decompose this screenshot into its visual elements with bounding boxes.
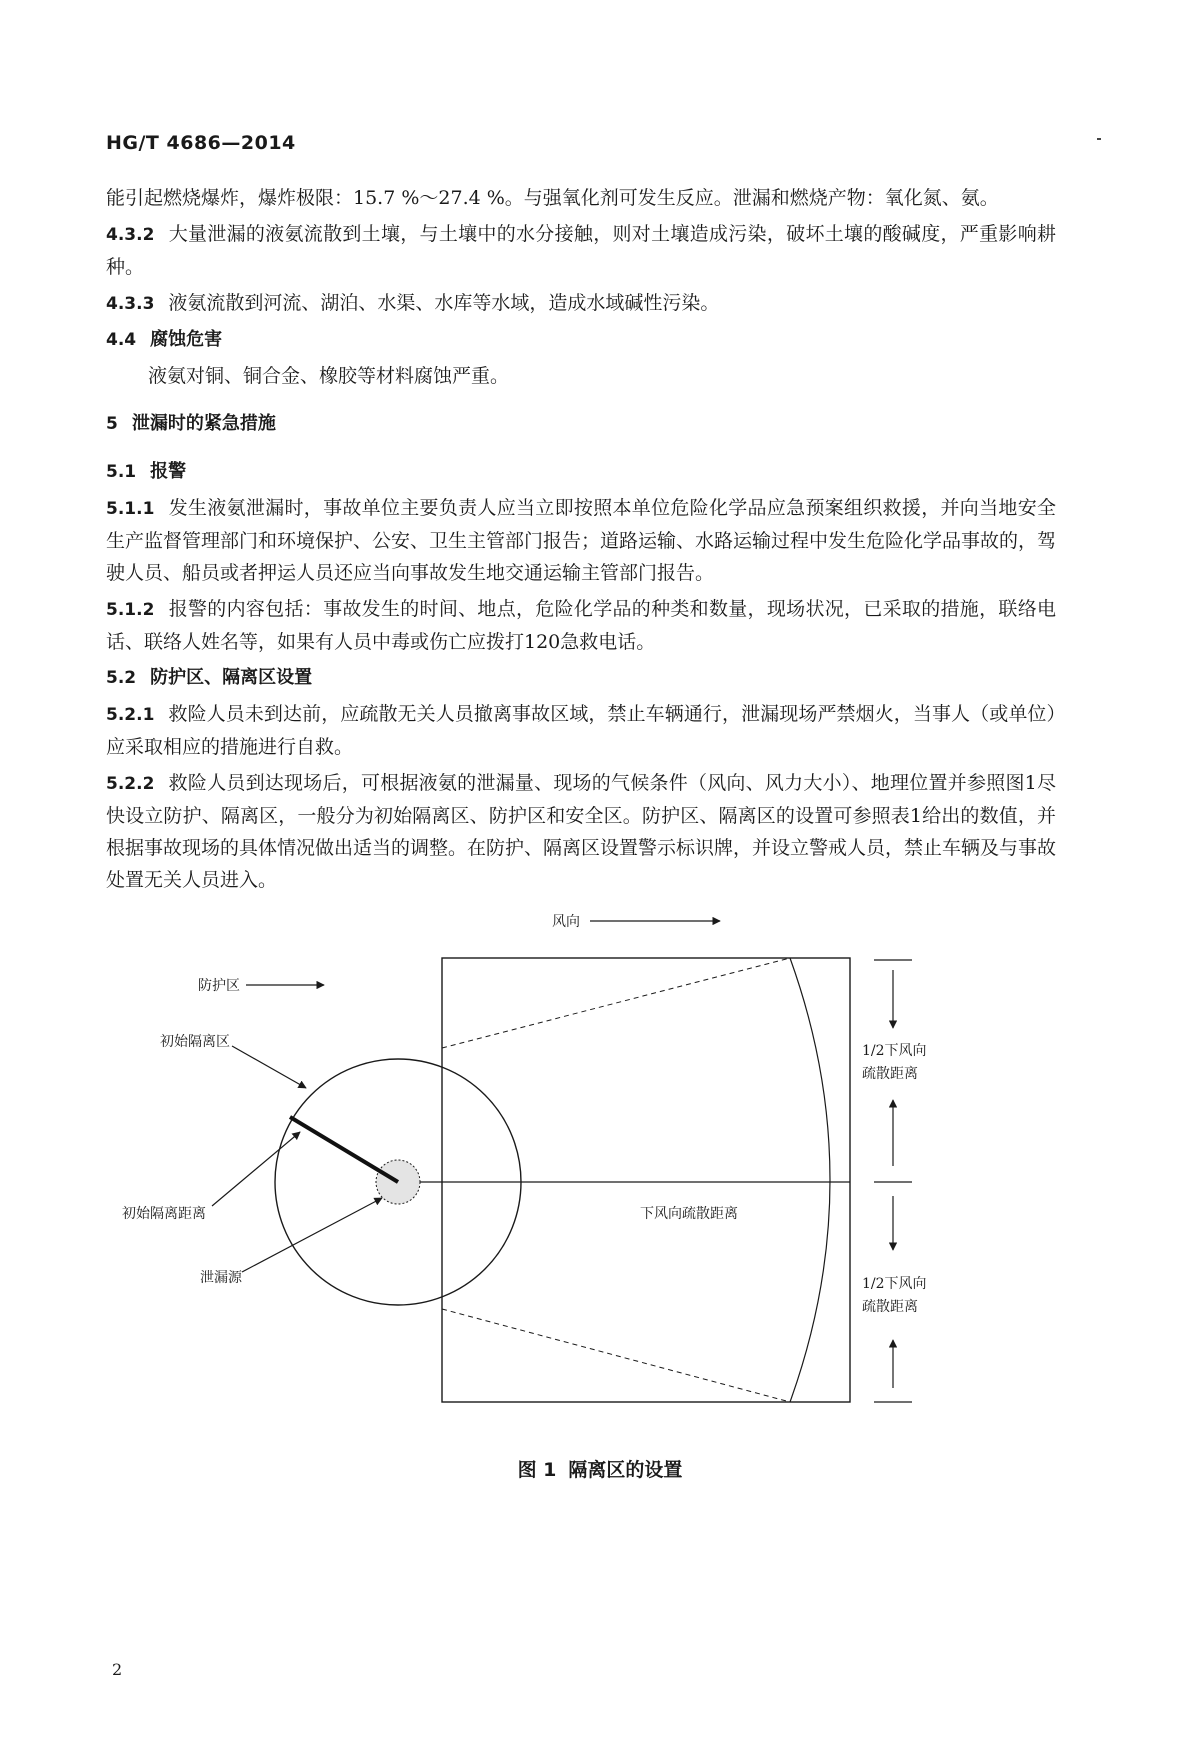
heading-text: 泄漏时的紧急措施: [131, 413, 276, 434]
section-heading: [106, 662, 1056, 694]
document-code: HG/T 4686—2014: [106, 132, 296, 154]
downwind-arc: [790, 958, 830, 1402]
paragraph-text: 液氨流散到河流、湖泊、水渠、水库等水域，造成水域碱性污染。: [168, 292, 720, 314]
section-heading: [106, 324, 1056, 356]
section-number: 5.2.1: [106, 705, 155, 725]
protect-zone-rect: [442, 958, 850, 1402]
heading-text: 腐蚀危害: [150, 329, 223, 350]
paragraph: [106, 218, 1056, 283]
paragraph-text: 报警的内容包括：事故发生的时间、地点，危险化学品的种类和数量，现场状况，已采取的措施，联络电话、联络人姓名等，如果有人员中毒或伤亡应拨打120急救电话。: [106, 598, 1056, 653]
initial-zone-arrow: [232, 1046, 306, 1088]
section-number: 4.4: [106, 330, 137, 350]
dashed-boundary-top: [442, 958, 790, 1048]
leak-source-arrow: [242, 1198, 382, 1272]
section-number: 5.2: [106, 668, 137, 688]
downwind-distance-label: 下风向疏散距离: [640, 1206, 738, 1222]
section-number: 5.1: [106, 462, 137, 482]
wind-label: 风向: [552, 914, 580, 930]
document-body: [106, 182, 1056, 900]
section-number: 5: [106, 414, 118, 434]
section-number: 4.3.3: [106, 294, 155, 314]
paragraph: [106, 182, 1056, 214]
initial-distance-radius: [290, 1117, 398, 1182]
section-heading: [106, 408, 1056, 440]
figure-title: 隔离区的设置: [568, 1459, 683, 1481]
paragraph: [106, 287, 1056, 320]
figure-caption: [0, 1455, 1200, 1482]
section-number: 5.1.2: [106, 600, 155, 620]
isolation-zone-diagram: [100, 900, 1060, 1500]
heading-text: 报警: [150, 461, 187, 482]
paragraph-text: 发生液氨泄漏时，事故单位主要负责人应当立即按照本单位危险化学品应急预案组织救援，并向当地安全生产监督管理部门和环境保护、公安、卫生主管部门报告；道路运输、水路运输过程中发生危险化学品事故的，驾驶人员、船员或者押运人员还应当向事故发生地交通运输主管部门报告。: [106, 497, 1057, 584]
paragraph-text: 液氨对铜、铜合金、橡胶等材料腐蚀严重。: [148, 365, 510, 387]
paragraph-text: 大量泄漏的液氨流散到土壤，与土壤中的水分接触，则对土壤造成污染，破坏土壤的酸碱度，严重影响耕种。: [106, 223, 1056, 278]
page-number: 2: [112, 1660, 123, 1679]
scan-artifact: [1097, 138, 1101, 140]
section-number: 4.3.2: [106, 225, 155, 245]
protect-zone-label: 防护区: [198, 978, 240, 994]
paragraph: [106, 698, 1056, 763]
paragraph-text: 救险人员未到达前，应疏散无关人员撤离事故区域，禁止车辆通行，泄漏现场严禁烟火，当事人（或单位）应采取相应的措施进行自救。: [106, 703, 1056, 758]
leak-source-label: 泄漏源: [200, 1270, 242, 1286]
figure-number: 图 1: [517, 1459, 557, 1481]
initial-zone-label: 初始隔离区: [160, 1034, 230, 1050]
paragraph: [106, 593, 1056, 658]
paragraph-text: 能引起燃烧爆炸，爆炸极限：15.7 %～27.4 %。与强氧化剂可发生反应。泄漏和燃烧产物：氧化氮、氨。: [106, 187, 999, 209]
dashed-boundary-bottom: [442, 1309, 790, 1402]
paragraph: [106, 492, 1056, 589]
paragraph: [106, 767, 1056, 896]
initial-distance-arrow: [212, 1132, 300, 1206]
paragraph-text: 救险人员到达现场后，可根据液氨的泄漏量、现场的气候条件（风向、风力大小）、地理位置并参照图1尽快设立防护、隔离区，一般分为初始隔离区、防护区和安全区。防护区、隔离区的设置可参照表1给出的数值，并根据事故现场的具体情况做出适当的调整。在防护、隔离区设置警示标识牌，并设立警戒人员，禁止车辆及与事故处置无关人员进入。: [106, 772, 1057, 891]
section-number: 5.2.2: [106, 774, 155, 794]
half-downwind-lower-line2: 疏散距离: [862, 1299, 918, 1315]
half-downwind-upper-line2: 疏散距离: [862, 1066, 918, 1082]
heading-text: 防护区、隔离区设置: [150, 667, 313, 688]
half-downwind-upper-line1: 1/2下风向: [862, 1043, 927, 1059]
half-downwind-lower-line1: 1/2下风向: [862, 1276, 927, 1292]
paragraph: [106, 360, 1056, 392]
figure-isolation-zones: [100, 900, 1060, 1500]
initial-distance-label: 初始隔离距离: [122, 1206, 206, 1222]
section-heading: [106, 456, 1056, 488]
section-number: 5.1.1: [106, 499, 155, 519]
